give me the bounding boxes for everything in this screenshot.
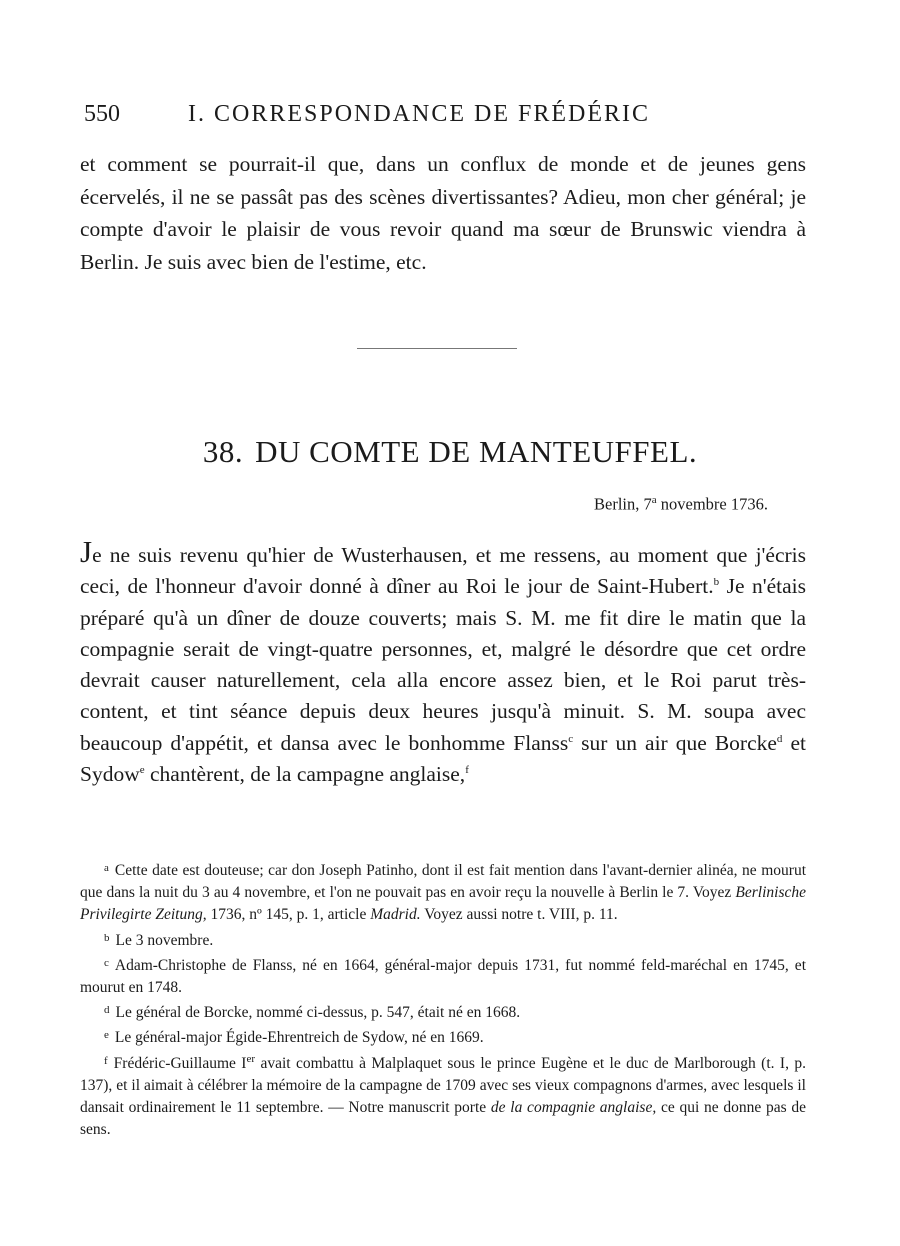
section-divider [357,348,517,349]
letter-heading [0,434,900,470]
footnote-text: avait combattu à Malplaquet sous le prince Eugène et le duc de Marlborough (t. I, p. 137), et il aimait à célébrer la mémoire de la campagne de 1709 avec ses vieux compagnons d'armes, avec lesquels il dansait ordinairement le 11 septembre. — Notre manuscrit porte [80,1054,807,1117]
footnote-mark: e [104,1029,109,1042]
footnote-e [80,1024,806,1049]
letter-number: 38. [202,434,244,469]
footnotes [80,857,806,1141]
footnote-ref-a: a [651,494,657,506]
footnote-d [80,999,806,1024]
letter-title: DU COMTE DE MANTEUFFEL. [255,434,698,469]
footnote-mark: f [104,1054,108,1067]
running-title: I. CORRESPONDANCE DE FRÉDÉRIC [188,101,651,127]
footnote-text: Le général de Borcke, nommé ci-dessus, p. 547, était né en 1668. [115,1004,521,1022]
letter-body [80,536,806,790]
footnote-ref-c: c [568,732,574,745]
previous-letter-ending: et comment se pourrait-il que, dans un conflux de monde et de jeunes gens écervelés, il ne se passât pas des scènes divertissantes? Adieu, mon cher général; je compte d'avoir le plaisir de vous revoir quand ma sœur de Brunswic viendra à Berlin. Je suis avec bien de l'estime, etc. [80,152,806,274]
body-segment-4: et Sydow [80,730,806,787]
running-head [84,101,724,128]
footnote-ref-d: d [776,732,783,745]
footnote-ref-b: b [713,576,720,589]
body-segment-1: e ne suis revenu qu'hier de Wusterhausen, et me ressens, au moment que j'écris ceci, de l'honneur d'avoir donné à dîner au Roi le jour de Saint-Hubert. [80,543,806,599]
body-segment-2: Je n'étais préparé qu'à un dîner de douze couverts; mais S. M. me fit dire le matin que la compagnie serait de vingt-quatre personnes, et, malgré le désordre que cet ordre devrait causer naturellement, cela alla encore assez bien, et le Roi parut très-content, et tint séance depuis deux heures jusqu'à minuit. S. M. soupa avec beaucoup d'appétit, et dansa avec le bonhomme Flanss [80,574,806,755]
dateline-month-year: novembre 1736. [660,494,768,514]
drop-cap: J [80,534,93,569]
footnote-mark: a [104,862,109,874]
page-number: 550 [84,101,120,127]
footnote-text: Le 3 novembre. [115,931,214,949]
footnote-italic: Berlinische Privilegirte Zeitung, [80,884,806,924]
footnote-a [80,857,806,927]
footnote-text: Cette date est douteuse; car don Joseph Patinho, dont il est fait mention dans l'avant-dernier alinéa, ne mourut que dans la nuit du 3 au 4 novembre, et l'on ne pouvait pas en avoir reçu la nouvelle à Berlin le 7. Voyez [80,862,806,902]
dateline-place: Berlin, [594,494,640,514]
footnote-text: ce qui ne donne pas de sens. [80,1099,806,1139]
footnote-b [80,927,806,952]
footnote-ref-e: e [139,763,145,776]
footnote-c [80,952,806,999]
footnote-text: Adam-Christophe de Flanss, né en 1664, général-major depuis 1731, fut nommé feld-maréchal en 1745, et mourut en 1748. [80,956,806,997]
footnote-mark: c [104,956,109,969]
footnote-mark: d [104,1004,110,1017]
footnote-italic: de la compagnie anglaise, [490,1099,657,1117]
dateline-day: 7 [643,494,652,514]
footnote-f [80,1050,806,1142]
footnote-text: Frédéric-Guillaume I [113,1054,247,1072]
footnote-mark: b [104,931,110,944]
dateline [540,494,768,515]
body-segment-5: chantèrent, de la campagne anglaise, [144,762,466,787]
footnote-superscript: er [246,1052,256,1065]
footnote-text: Le général-major Égide-Ehrentreich de Sydow, né en 1669. [114,1029,484,1047]
footnote-text: Voyez aussi notre t. VIII, p. 11. [420,906,618,924]
footnote-italic: Madrid. [370,906,421,924]
footnote-ref-f: f [465,763,469,776]
footnote-text: 1736, nº 145, p. 1, article [206,906,371,924]
body-segment-3: sur un air que Borcke [573,730,777,755]
